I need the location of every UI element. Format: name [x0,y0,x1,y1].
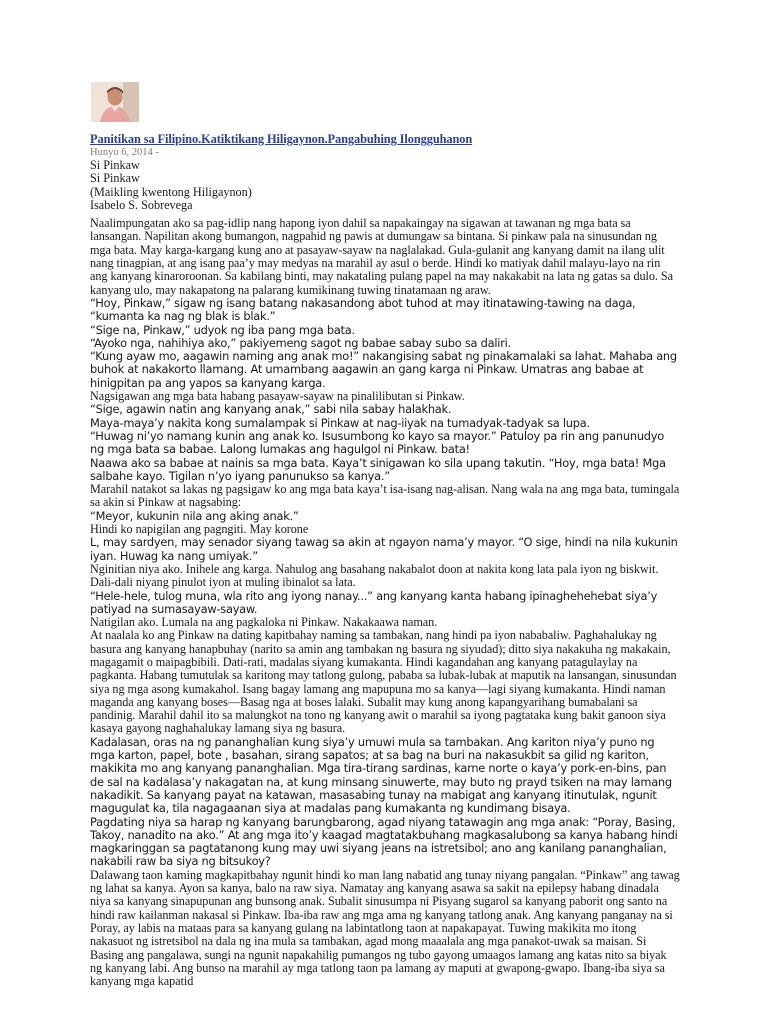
story-paragraph: Hindi ko napigilan ang pagngiti. May korone [90,522,309,537]
story-paragraph: “Ayoko nga, nahihiya ako,” pakiyemeng sagot ng babae sabay subo sa daliri. [90,335,511,350]
story-paragraph: Pagdating niya sa harap ng kanyang barungbarong, agad niyang tatawagin ang mga anak: “Poray, Basing, Takoy, nanadito na ako.” At ang mga ito’y kaagad magtatakbuhang magkasalubong sa kanya habang hindi magkaringgan sa pagtatanong kung may uwi siyang jeans na istretsibol; ano ang kanilang pananghalian, nakabili raw ba siya ng bitsukoy? [90,814,678,869]
story-paragraph: At naalala ko ang Pinkaw na dating kapitbahay naming sa tambakan, nang hindi pa iyon nababaliw. Paghahalukay ng basura ang kanyang hanapbuhay (narito sa amin ang tambakan ng basura ng siyudad); ditto siya nakakuha ng makakain, magagamit o maipagbibili. Dati-rati, madalas siyang kumakanta. Hindi kagandahan ang kanyang patagulaylay na pagkanta. Habang tumutulak sa karitong may tatlong gulong, pababa sa lubak-lubak at maputik na lansangan, sinusundan siya ng mga asong kumakahol. Isang bagay lamang ang mapupuna mo sa kanya—lagi siyang kumakanta. Hindi naman maganda ang kanyang boses—Basag nga at boses lalaki. Subalit may kung anong kapangyarihang bumabalani sa pandinig. Marahil dahil ito sa malungkot na tono ng kanyang awit o marahil sa iyong pagtataka kung bakit ganoon siya kasaya gayong naghahalukay lamang siya ng basura. [90,628,677,736]
story-paragraph: “Hele-hele, tulog muna, wla rito ang iyong nanay...” ang kanyang kanta habang ipinaghehehebat siya’y patiyad na sumasayaw-sayaw. [90,588,658,616]
avatar[interactable] [91,82,139,122]
story-paragraph: “Meyor, kukunin nila ang aking anak.” [90,508,299,523]
post-date: Hunyo 6, 2014 - [90,147,159,158]
story-paragraph: Kadalasan, oras na ng pananghalian kung siya’y umuwi mula sa tambakan. Ang kariton niya’y puno ng mga karton, papel, bote , basahan, sirang sapatos; at sa bag na buri na nakasukbit sa gilid ng kariton, makikita mo ang kanyang pananghalian. Mga tira-tirang sardinas, karne norte o kaya’y pork-en-bins, pan de sal na kadalasa’y nakagatan na, at kung minsang sinuwerte, may buto ng prayd tsiken na may lamang nakadikit. Sa kanyang payat na katawan, masasabing tunay na mabigat ang kanyang itinutulak, ngunit magugulat ka, tila nagagaanan siya at madalas pang kumakanta ng kundimang bisaya. [90,734,672,816]
meta-line: Si Pinkaw [90,158,140,172]
story-paragraph: Maya-maya’y nakita kong sumalampak si Pinkaw at nag-iiyak na tumadyak-tadyak sa lupa. [90,415,590,430]
post-meta [90,159,680,212]
story-paragraph: Dalawang taon kaming magkapitbahay ngunit hindi ko man lang nabatid ang tunay niyang pangalan. “Pinkaw” ang tawag ng lahat sa kanya. Ayon sa kanya, balo na raw siya. Namatay ang kanyang asawa sa sakit na epilepsy habang dinadala niya sa kanyang sinapupunan ang bunsong anak. Subalit sinusumpa ni Pisyang sugarol sa kanyang paborit ong santo na hindi raw kailanman nakasal si Pinkaw. Iba-iba raw ang mga ama ng kanyang tatlong anak. Ang kanyang panganay na si Poray, ay labis na mataas para sa kanyang gulang na labintatlong taon at napakapayat. Tuwing makikita mo itong nakasuot ng istretsibol na dala ng ina mula sa tambakan, agad mong maaalala ang mga panakot-uwak sa maisan. Si Basing ang pangalawa, sungi na ngunit napakahilig pumangos ng tubo gayong umaagos lamang ang katas nito sa biyak ng kanyang labi. Ang bunso na marahil ay mga tatlong taon pa lamang ay maputi at gwapong-gwapo. Ibang-iba siya sa kanyang mga kapatid [90,867,680,989]
story-paragraph: “Sige, agawin natin ang kanyang anak,” sabi nila sabay halakhak. [90,402,452,417]
story-paragraph: Nagsigawan ang mga bata habang pasayaw-sayaw na pinalilibutan si Pinkaw. [90,389,465,404]
story-paragraph: “Huwag ni’yo namang kunin ang anak ko. Isusumbong ko kayo sa mayor.” Patuloy pa rin ang panunudyo ng mga bata sa babae. Lalong lumakas ang hagulgol ni Pinkaw. bata! [90,428,664,457]
blog-title-link[interactable]: Panitikan sa Filipino.Katiktikang Hiligaynon.Pangabuhing Ilongguhanon [90,132,473,146]
story-paragraph: “Hoy, Pinkaw,” sigaw ng isang batang nakasandong abot tuhod at may itinatawing-tawing na daga, “kumanta ka nag ng blak is blak.” [90,295,636,324]
story-paragraph: Naawa ako sa babae at nainis sa mga bata. Kaya’t sinigawan ko sila upang takutin. “Hoy, mga bata! Mga salbahe kayo. Tigilan n’yo iyang panunukso sa kanya.” [90,455,666,483]
story-paragraph: “Sige na, Pinkaw,” udyok ng iba pang mga bata. [90,322,355,337]
author-line: Isabelo S. Sobrevega [90,197,193,212]
story-paragraph: “Kung ayaw mo, aagawin naming ang anak mo!” nakangising sabat ng pinakamalaki sa lahat. Mahaba ang buhok at nakakorto llamang. At umambang aagawin an gang karga ni Pinkaw. Umatras ang babae at hinigpitan pa ang yapos sa kanyang karga. [90,349,677,390]
meta-line: (Maikling kwentong Hiligaynon) [90,184,252,199]
story-body [90,217,680,988]
blog-post [90,82,680,988]
meta-line: Si Pinkaw [90,171,140,186]
story-paragraph: L, may sardyen, may senador siyang tawag sa akin at ngayon nama’y mayor. “O sige, hindi na nila kukunin iyan. Huwag ka nang umiyak.” [90,535,678,563]
profile-photo-icon [91,82,139,122]
story-paragraph: Marahil natakot sa lakas ng pagsigaw ko ang mga bata kaya’t isa-isang nag-alisan. Nang wala na ang mga bata, tumingala sa akin si Pinkaw at nagsabing: [90,482,680,510]
story-paragraph: Nginitian niya ako. Inihele ang karga. Nahulog ang basahang nakabalot doon at nakita kong lata pala iyon ng biskwit. Dali-dali niyang pinulot iyon at muling ibinalot sa lata. [90,561,659,590]
story-paragraph: Natigilan ako. Lumala na ang pagkaloka ni Pinkaw. Nakakaawa naman. [90,615,438,630]
story-paragraph: Naalimpungatan ako sa pag-idlip nang hapong iyon dahil sa napakaingay na sigawan at tawanan ng mga bata sa lansangan. Napilitan akong bumangon, nagpahid ng pawis at dumungaw sa bintana. Si pinkaw pala na sinusundan ng mga bata. May karga-kargang kung ano at pasayaw-sayaw na naglalakad. Gula-gulanit ang kanyang damit na ilang ulit nang tinagpian, at ang isang paa’y may medyas na marahil ay asul o berde. Hindi ko matiyak dahil malayu-layo na rin ang kanyang kinaroroonan. Sa kabilang binti, may nakataling pulang papel na may nakakabit na lata ng gatas sa dulo. Sa kanyang ulo, may nakapatong na palarang kumikinang tuwing tinatamaan ng araw. [90,216,673,297]
